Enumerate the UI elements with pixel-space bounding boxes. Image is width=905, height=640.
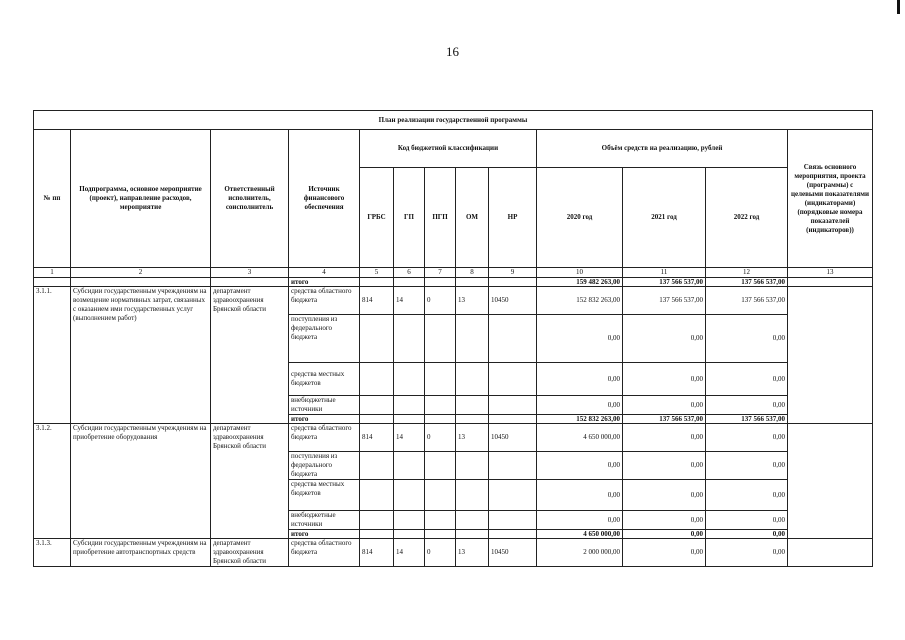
header-link: Связь основного мероприятия, проекта (программы) с целевыми показателями (индикаторами) (порядковые номера показателей (индикаторов)) <box>788 130 873 268</box>
item-name: Субсидии государственным учреждениям на возмещение нормативных затрат, связанных с оказанием ими государственных услуг (выполнением работ) <box>71 287 211 424</box>
header-no: № пп <box>34 130 71 268</box>
federal-2021: 0,00 <box>623 452 706 480</box>
total-2021: 0,00 <box>623 530 706 539</box>
extra-2022: 0,00 <box>706 511 788 530</box>
item-name: Субсидии государственным учреждениям на приобретение автотранспортных средств <box>71 539 211 567</box>
page-number: 16 <box>446 44 459 59</box>
source-total: итого <box>289 415 360 424</box>
col-number: 13 <box>788 268 873 278</box>
grbs-value: 814 <box>360 424 394 452</box>
np-value: 10450 <box>489 424 537 452</box>
regional-2021: 137 566 537,00 <box>623 287 706 315</box>
federal-2021: 0,00 <box>623 315 706 363</box>
local-2021: 0,00 <box>623 363 706 396</box>
gp-value: 14 <box>394 424 425 452</box>
col-number: 11 <box>623 268 706 278</box>
regional-2020: 2 000 000,00 <box>537 539 623 567</box>
header-2020: 2020 год <box>537 168 623 268</box>
table-title: План реализации государственной программы <box>34 111 873 130</box>
header-budget-code: Код бюджетной классификации <box>360 130 537 168</box>
col-number: 3 <box>211 268 289 278</box>
col-number: 8 <box>456 268 489 278</box>
total-2020: 4 650 000,00 <box>537 530 623 539</box>
col-number: 10 <box>537 268 623 278</box>
header-gp: ГП <box>394 168 425 268</box>
extra-2020: 0,00 <box>537 396 623 415</box>
regional-2021: 0,00 <box>623 424 706 452</box>
item-number: 3.1.2. <box>34 424 71 539</box>
total-2022: 0,00 <box>706 530 788 539</box>
gp-value: 14 <box>394 287 425 315</box>
source-regional: средства областного бюджета <box>289 287 360 315</box>
om-value: 13 <box>456 539 489 567</box>
pgp-value: 0 <box>425 424 456 452</box>
item-executor: департамент здравоохранения Брянской области <box>211 424 289 539</box>
source-extra: внебюджетные источники <box>289 511 360 530</box>
local-2020: 0,00 <box>537 363 623 396</box>
local-2021: 0,00 <box>623 480 706 511</box>
federal-2022: 0,00 <box>706 315 788 363</box>
gp-value: 14 <box>394 539 425 567</box>
federal-2022: 0,00 <box>706 452 788 480</box>
top-total-label: итого <box>289 278 360 287</box>
grbs-value: 814 <box>360 287 394 315</box>
source-federal: поступления из федерального бюджета <box>289 315 360 363</box>
col-number: 12 <box>706 268 788 278</box>
top-total-2021: 137 566 537,00 <box>623 278 706 287</box>
total-2021: 137 566 537,00 <box>623 415 706 424</box>
om-value: 13 <box>456 287 489 315</box>
regional-2020: 152 832 263,00 <box>537 287 623 315</box>
top-total-2020: 159 482 263,00 <box>537 278 623 287</box>
header-np: НР <box>489 168 537 268</box>
local-2022: 0,00 <box>706 480 788 511</box>
extra-2021: 0,00 <box>623 511 706 530</box>
col-number: 6 <box>394 268 425 278</box>
col-number: 7 <box>425 268 456 278</box>
federal-2020: 0,00 <box>537 452 623 480</box>
item-number: 3.1.3. <box>34 539 71 567</box>
extra-2021: 0,00 <box>623 396 706 415</box>
item-executor: департамент здравоохранения Брянской области <box>211 287 289 424</box>
source-total: итого <box>289 530 360 539</box>
header-source: Источник финансового обеспечения <box>289 130 360 268</box>
col-number: 1 <box>34 268 71 278</box>
pgp-value: 0 <box>425 287 456 315</box>
federal-2020: 0,00 <box>537 315 623 363</box>
header-2021: 2021 год <box>623 168 706 268</box>
header-executor: Ответственный исполнитель, соисполнитель <box>211 130 289 268</box>
regional-2022: 137 566 537,00 <box>706 287 788 315</box>
item-executor: департамент здравоохранения Брянской области <box>211 539 289 567</box>
extra-2022: 0,00 <box>706 396 788 415</box>
header-program: Подпрограмма, основное мероприятие (проект), направление расходов, мероприятие <box>71 130 211 268</box>
source-regional: средства областного бюджета <box>289 424 360 452</box>
total-2022: 137 566 537,00 <box>706 415 788 424</box>
np-value: 10450 <box>489 287 537 315</box>
source-extra: внебюджетные источники <box>289 396 360 415</box>
item-number: 3.1.1. <box>34 287 71 424</box>
col-number: 9 <box>489 268 537 278</box>
col-number: 5 <box>360 268 394 278</box>
source-federal: поступления из федерального бюджета <box>289 452 360 480</box>
source-local: средства местных бюджетов <box>289 363 360 396</box>
regional-2021: 0,00 <box>623 539 706 567</box>
local-2020: 0,00 <box>537 480 623 511</box>
np-value: 10450 <box>489 539 537 567</box>
source-regional: средства областного бюджета <box>289 539 360 567</box>
total-2020: 152 832 263,00 <box>537 415 623 424</box>
header-funds: Объём средств на реализацию, рублей <box>537 130 788 168</box>
regional-2020: 4 650 000,00 <box>537 424 623 452</box>
pgp-value: 0 <box>425 539 456 567</box>
om-value: 13 <box>456 424 489 452</box>
header-grbs: ГРБС <box>360 168 394 268</box>
local-2022: 0,00 <box>706 363 788 396</box>
item-name: Субсидии государственным учреждениям на приобретение оборудования <box>71 424 211 539</box>
col-number: 2 <box>71 268 211 278</box>
grbs-value: 814 <box>360 539 394 567</box>
plan-table <box>33 110 873 567</box>
top-total-2022: 137 566 537,00 <box>706 278 788 287</box>
header-pgp: ПГП <box>425 168 456 268</box>
col-number: 4 <box>289 268 360 278</box>
header-2022: 2022 год <box>706 168 788 268</box>
regional-2022: 0,00 <box>706 424 788 452</box>
extra-2020: 0,00 <box>537 511 623 530</box>
regional-2022: 0,00 <box>706 539 788 567</box>
source-local: средства местных бюджетов <box>289 480 360 511</box>
header-om: ОМ <box>456 168 489 268</box>
edge-mark <box>897 0 900 14</box>
